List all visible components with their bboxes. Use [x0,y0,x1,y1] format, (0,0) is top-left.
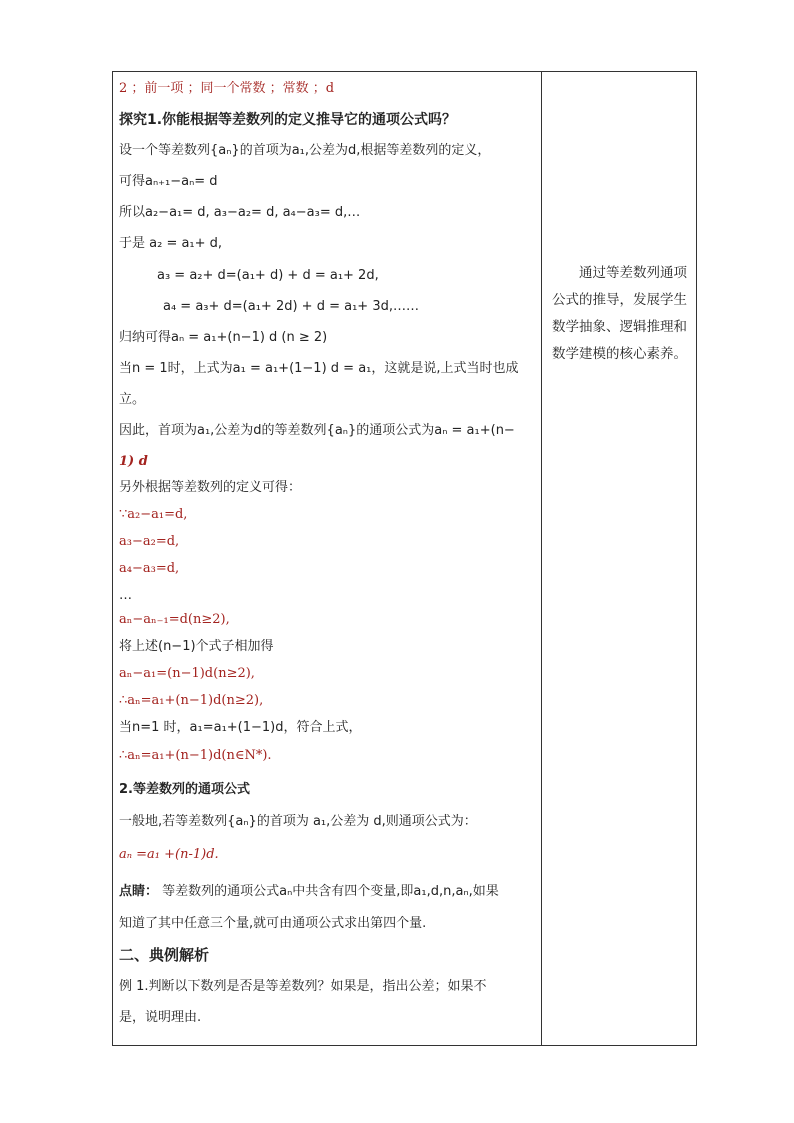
general-statement: 一般地,若等差数列{aₙ}的首项为 a₁,公差为 d,则通项公式为： [119,814,477,829]
sum-result: aₙ−a₁=(n−1)d(n≥2), [119,666,255,681]
content-table [112,71,697,1046]
eq-line-1: ∵a₂−a₁=d, [119,507,188,522]
note-text: 等差数列的通项公式aₙ中共含有四个变量,即a₁,d,n,aₙ,如果 [158,884,499,899]
alternative-intro: 另外根据等差数列的定义可得： [119,480,302,495]
case-n1-line: 当n = 1时，上式为a₁ = a₁+(1−1) d = a₁，这就是说,上式当时也成 [119,361,519,376]
induction-line: 归纳可得aₙ = a₁+(n−1) d (n ≥ 2) [119,330,328,345]
answer-line: 2 ；前一项 ；同一个常数 ；常数 ；d [119,81,335,96]
sum-intro: 将上述(n−1)个式子相加得 [119,639,274,654]
conclusion-continued: 1) d [119,454,148,469]
side-column [542,72,696,1045]
case-n1-continued: 立。 [119,392,146,407]
conclusion-line: 因此，首项为a₁,公差为d的等差数列{aₙ}的通项公式为aₙ = a₁+(n− [119,423,515,438]
note-line [119,883,499,901]
formula-n2: ∴aₙ=a₁+(n−1)d(n≥2), [119,693,264,708]
term-a2-line: 于是 a₂ = a₁+ d, [119,236,223,251]
section-general-formula: 2.等差数列的通项公式 [119,782,250,797]
ellipsis-line: … [119,588,132,603]
definition-line: 可得aₙ₊₁−aₙ= d [119,174,218,189]
eq-line-2: a₃−a₂=d, [119,534,180,549]
note-continued: 知道了其中任意三个量,就可由通项公式求出第四个量. [119,916,427,931]
main-column [113,72,542,1045]
term-a4-line: a₄ = a₃+ d=(a₁+ 2d) + d = a₁+ 3d,…… [163,299,419,314]
note-label: 点睛： [119,884,159,899]
eq-line-3: a₄−a₃=d, [119,561,180,576]
section-examples: 二、典例解析 [119,946,210,964]
exploration-question: 探究1.你能根据等差数列的定义推导它的通项公式吗？ [119,112,457,128]
term-a3-line: a₃ = a₂+ d=(a₁+ d) + d = a₁+ 2d, [157,268,379,283]
case-n1-check: 当n=1 时，a₁=a₁+(1−1)d，符合上式， [119,720,362,735]
design-intent-text: 通过等差数列通项公式的推导，发展学生数学抽象、逻辑推理和数学建模的核心素养。 [552,265,687,362]
differences-line: 所以a₂−a₁= d, a₃−a₂= d, a₄−a₃= d,… [119,205,361,220]
setup-line: 设一个等差数列{aₙ}的首项为a₁,公差为d,根据等差数列的定义， [119,143,491,158]
example-question-continued: 是，说明理由. [119,1010,202,1025]
eq-line-n: aₙ−aₙ₋₁=d(n≥2), [119,612,230,627]
general-formula: aₙ =a₁ +(n-1)d. [119,847,219,862]
formula-final: ∴aₙ=a₁+(n−1)d(n∈N*). [119,748,272,763]
example-question: 例 1.判断以下数列是否是等差数列？如果是，指出公差；如果不 [119,979,487,994]
